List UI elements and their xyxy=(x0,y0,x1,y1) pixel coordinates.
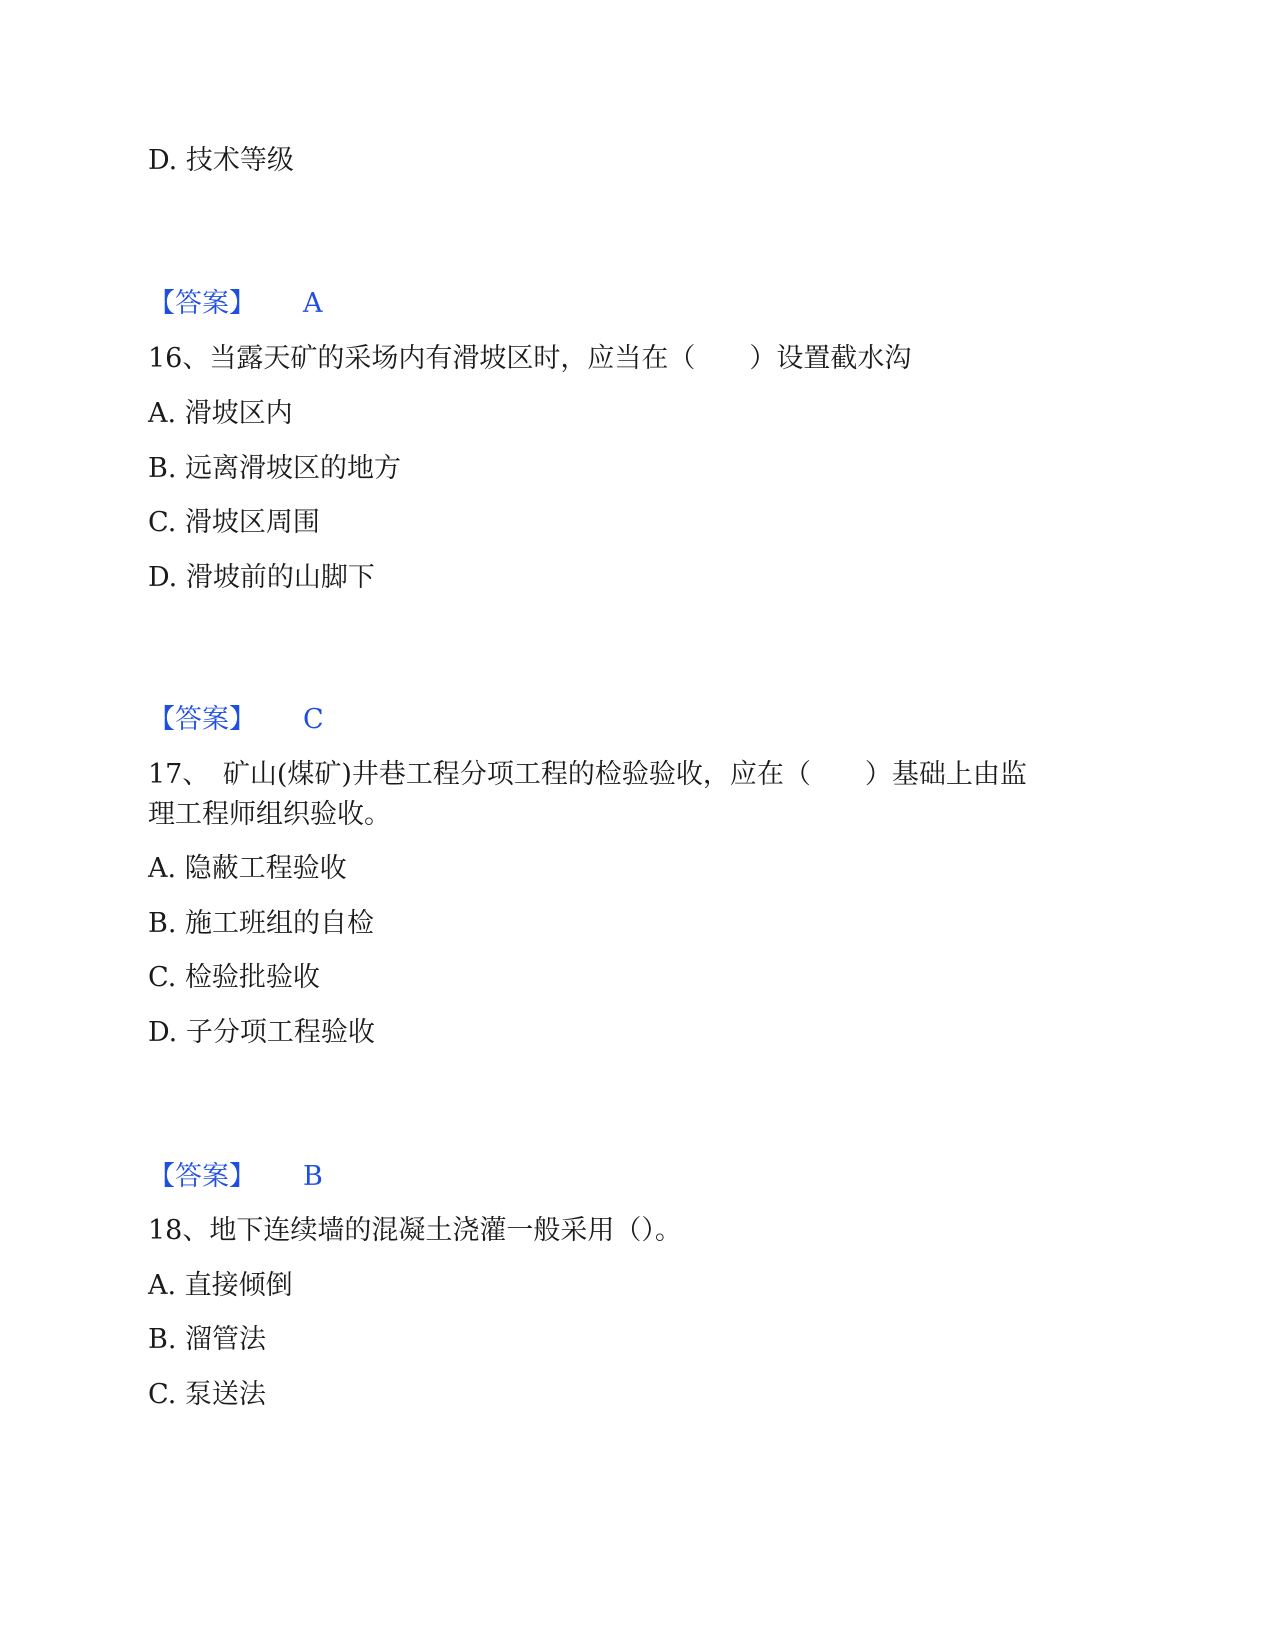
option-c: C. 检验批验收 xyxy=(148,962,320,993)
question-stem: 16、当露天矿的采场内有滑坡区时，应当在（ ）设置截水沟 xyxy=(148,343,912,374)
option-b: B. 远离滑坡区的地方 xyxy=(148,453,402,484)
option-c: C. 泵送法 xyxy=(148,1379,266,1410)
option-a: A. 滑坡区内 xyxy=(148,398,293,429)
answer-line xyxy=(148,287,323,321)
answer-value: C xyxy=(303,704,324,735)
answer-label: 【答案】 xyxy=(148,288,256,319)
answer-label: 【答案】 xyxy=(148,704,256,735)
question-stem-line-1: 17、 矿山(煤矿)井巷工程分项工程的检验验收，应在（ ）基础上由监 xyxy=(148,759,1027,790)
answer-label: 【答案】 xyxy=(148,1161,256,1192)
answer-line xyxy=(148,703,324,737)
question-stem-line-2: 理工程师组织验收。 xyxy=(148,799,391,830)
option-d: D. 技术等级 xyxy=(148,145,294,176)
option-a: A. 直接倾倒 xyxy=(148,1270,293,1301)
answer-value: B xyxy=(303,1161,323,1192)
option-d: D. 滑坡前的山脚下 xyxy=(148,562,375,593)
question-stem: 18、地下连续墙的混凝土浇灌一般采用（）。 xyxy=(148,1215,682,1246)
answer-value: A xyxy=(303,288,323,319)
option-d: D. 子分项工程验收 xyxy=(148,1017,375,1048)
option-c: C. 滑坡区周围 xyxy=(148,507,320,538)
option-b: B. 施工班组的自检 xyxy=(148,908,375,939)
answer-line xyxy=(148,1160,323,1194)
option-a: A. 隐蔽工程验收 xyxy=(148,853,347,884)
option-b: B. 溜管法 xyxy=(148,1324,267,1355)
